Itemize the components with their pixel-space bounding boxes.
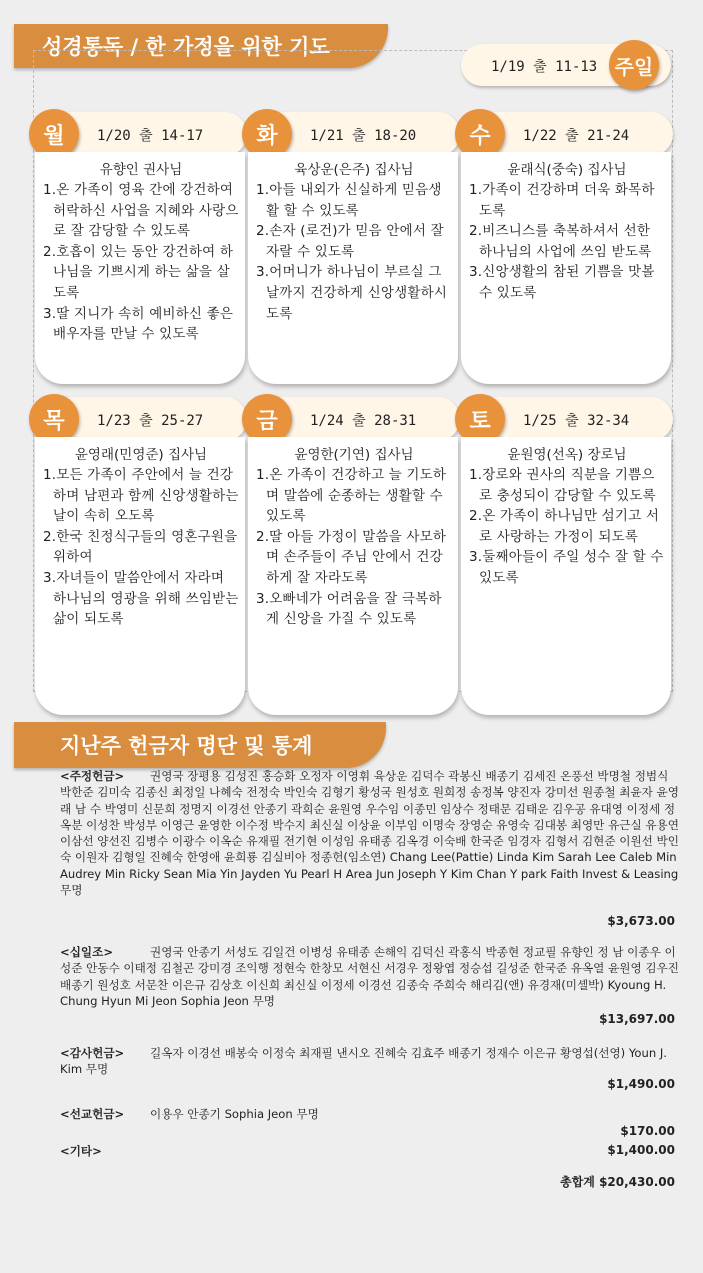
prayer-item: 3.오빠네가 어려움을 잘 극복하게 신앙을 가질 수 있도록 xyxy=(256,590,442,628)
prayer-list xyxy=(469,465,665,589)
offering-category: <십일조> xyxy=(60,945,114,959)
day-reading: 1/21 출 18-20 xyxy=(310,128,417,144)
day-body xyxy=(461,152,671,384)
offering-category: <감사헌금> xyxy=(60,1046,125,1060)
day-body xyxy=(35,437,245,715)
prayer-item: 3.자녀들이 말씀안에서 자라며 하나님의 영광을 위해 쓰임받는 삶이 되도록 xyxy=(43,569,239,628)
family-name: 유향인 권사님 xyxy=(99,162,183,178)
sunday-reading-ref: 1/19 출 11-13 xyxy=(491,59,598,75)
family-name: 육상운(은주) 집사님 xyxy=(294,162,414,178)
prayer-item: 1.온 가족이 영육 간에 강건하여 허락하신 사업을 지혜와 사랑으로 잘 감당할 수 있도록 xyxy=(43,182,239,240)
offering-group xyxy=(60,1106,680,1122)
prayer-item: 2.온 가족이 하나님만 섬기고 서로 사랑하는 가정이 되도록 xyxy=(469,508,660,545)
offering-title-text: 지난주 헌금자 명단 및 통계 xyxy=(60,734,313,758)
day-badge: 화 xyxy=(242,109,292,159)
day-badge: 목 xyxy=(29,394,79,444)
prayer-item: 2.한국 친정식구들의 영혼구원을 위하여 xyxy=(43,528,238,566)
day-badge: 월 xyxy=(29,109,79,159)
day-badge: 수 xyxy=(455,109,505,159)
offering-group xyxy=(60,1045,680,1078)
offering-amount: $13,697.00 xyxy=(599,1012,675,1026)
offering-names: 권영국 장평용 김성진 홍승화 오정자 이영휘 육상운 김덕수 곽봉신 배종기 김세진 온풍선 박명철 정범식 박한준 김미숙 김종신 최정일 나혜숙 전정숙 박인숙 김형기 황성국 원성호 원희정 송정복 양진자 강미선 원종철 최윤자 윤영래 남 수 박영미 신문희 정명지 이경선 안종기 곽희순 윤원영 우수임 이종민 임상수 정태문 김태운 김우공 유대영 이정세 정옥분 이성찬 박성부 이영근 윤영한 이수정 박수지 최신실 이상윤 이부임 이명숙 장영순 유영숙 김대봉 최영만 유근실 유용연 이삼선 양선진 김병수 이광수 이옥순 유재필 전기현 이성임 유태종 김옥경 이숙배 한국준 임경자 김형서 김현준 이원선 박인숙 이원자 김형일 진혜숙 한영애 윤희룡 김실비아 정종헌(임소연) Chang Lee(Pattie) Linda Kim Sarah Lee Caleb Min Audrey Min Ricky Sean Mia Yin Jayden Yu Pearl H Area Jun Joseph Y Kim Chan Y park Faith Invest & Leasing 무명 xyxy=(60,769,679,898)
day-badge: 토 xyxy=(455,394,505,444)
prayer-item: 3.둘째아들이 주일 성수 잘 할 수 있도록 xyxy=(469,549,664,586)
prayer-item: 1.온 가족이 건강하고 늘 기도하며 말씀에 순종하는 생활할 수 있도록 xyxy=(256,467,447,525)
family-name: 윤영한(기연) 집사님 xyxy=(294,447,414,463)
prayer-list xyxy=(43,180,239,345)
offering-category: <기타> xyxy=(60,1144,102,1158)
family-name: 윤원영(선옥) 장로님 xyxy=(507,447,627,463)
prayer-list xyxy=(256,465,452,630)
prayer-item: 2.손자 (로건)가 믿음 안에서 잘 자랄 수 있도록 xyxy=(256,223,444,260)
day-reading: 1/20 출 14-17 xyxy=(97,128,204,144)
offering-amount: $170.00 xyxy=(620,1124,675,1138)
day-body xyxy=(248,152,458,384)
sunday-day-badge: 주일 xyxy=(609,40,659,90)
day-body xyxy=(461,437,671,715)
prayer-item: 2.딸 아들 가정이 말씀을 사모하며 손주들이 주님 안에서 건강하게 잘 자라도록 xyxy=(256,528,447,586)
prayer-item: 1.아들 내외가 신실하게 믿음생활 할 수 있도록 xyxy=(256,182,442,219)
prayer-item: 1.장로와 권사의 직분을 기쁨으로 충성되이 감당할 수 있도록 xyxy=(469,467,656,504)
offering-amount: $1,400.00 xyxy=(607,1143,675,1157)
prayer-item: 1.가족이 건강하며 더욱 화목하도록 xyxy=(469,182,655,219)
day-badge: 금 xyxy=(242,394,292,444)
offering-group xyxy=(60,1143,680,1159)
prayer-item: 3.신앙생활의 참된 기쁨을 맛볼 수 있도록 xyxy=(469,264,655,301)
offering-names: 길옥자 이경선 배봉숙 이정숙 최재필 낸시오 진혜숙 김효주 배종기 정재수 이은규 황영섭(선영) Youn J. Kim 무명 xyxy=(60,1046,667,1077)
prayer-item: 3.딸 지니가 속히 예비하신 좋은 배우자를 만날 수 있도록 xyxy=(43,305,234,343)
day-reading: 1/24 출 28-31 xyxy=(310,413,417,429)
day-body xyxy=(248,437,458,715)
offering-section-title xyxy=(14,722,386,768)
total-label: 총합계 xyxy=(560,1175,595,1189)
offering-names: 권영국 안종기 서성도 김일건 이병성 유태종 손해익 김덕신 곽홍식 박종현 정교필 유향인 정 남 이종우 이성준 안동수 이태정 김철곤 강미경 조익행 정현숙 한창모 서현신 서경우 정왕엽 정승섭 길성준 한국준 유옥열 윤원영 김우진 배종기 원성호 서문찬 이은규 김상호 이신희 최신실 이정세 이경선 김종숙 주희숙 해리김(앤) 유경재(미셸박) Kyoung H. Chung Hyun Mi Jeon Sophia Jeon 무명 xyxy=(60,945,679,1008)
offering-category: <선교헌금> xyxy=(60,1107,125,1121)
prayer-title-text: 성경통독 / 한 가정을 위한 기도 xyxy=(42,35,330,59)
prayer-list xyxy=(469,180,665,304)
prayer-item: 3.어머니가 하나님이 부르실 그 날까지 건강하게 신앙생활하시도록 xyxy=(256,264,448,322)
offering-amount: $3,673.00 xyxy=(607,914,675,928)
day-reading: 1/23 출 25-27 xyxy=(97,413,204,429)
prayer-section-title xyxy=(14,24,388,68)
day-reading: 1/22 출 21-24 xyxy=(523,128,630,144)
family-name: 윤영래(민영준) 집사님 xyxy=(74,447,208,463)
day-reading: 1/25 출 32-34 xyxy=(523,413,630,429)
offering-names: 이용우 안종기 Sophia Jeon 무명 xyxy=(150,1107,319,1121)
family-name: 윤래식(중숙) 집사님 xyxy=(507,162,627,178)
total-amount: $20,430.00 xyxy=(599,1175,675,1189)
offering-group xyxy=(60,768,680,898)
prayer-item: 2.비즈니스를 축복하셔서 선한 하나님의 사업에 쓰임 받도록 xyxy=(469,223,652,260)
offering-category: <주정헌금> xyxy=(60,769,125,783)
day-body xyxy=(35,152,245,384)
prayer-item: 1.모든 가족이 주안에서 늘 건강하며 남편과 함께 신앙생활하는 날이 속히 오도록 xyxy=(43,467,239,525)
offering-total xyxy=(560,1173,675,1190)
sunday-reading xyxy=(461,44,671,86)
prayer-list xyxy=(256,180,452,324)
prayer-item: 2.호흡이 있는 동안 강건하여 하나님을 기쁘시게 하는 삶을 살도록 xyxy=(43,243,234,301)
offering-amount: $1,490.00 xyxy=(607,1077,675,1091)
prayer-list xyxy=(43,465,239,630)
offering-group xyxy=(60,944,680,1009)
